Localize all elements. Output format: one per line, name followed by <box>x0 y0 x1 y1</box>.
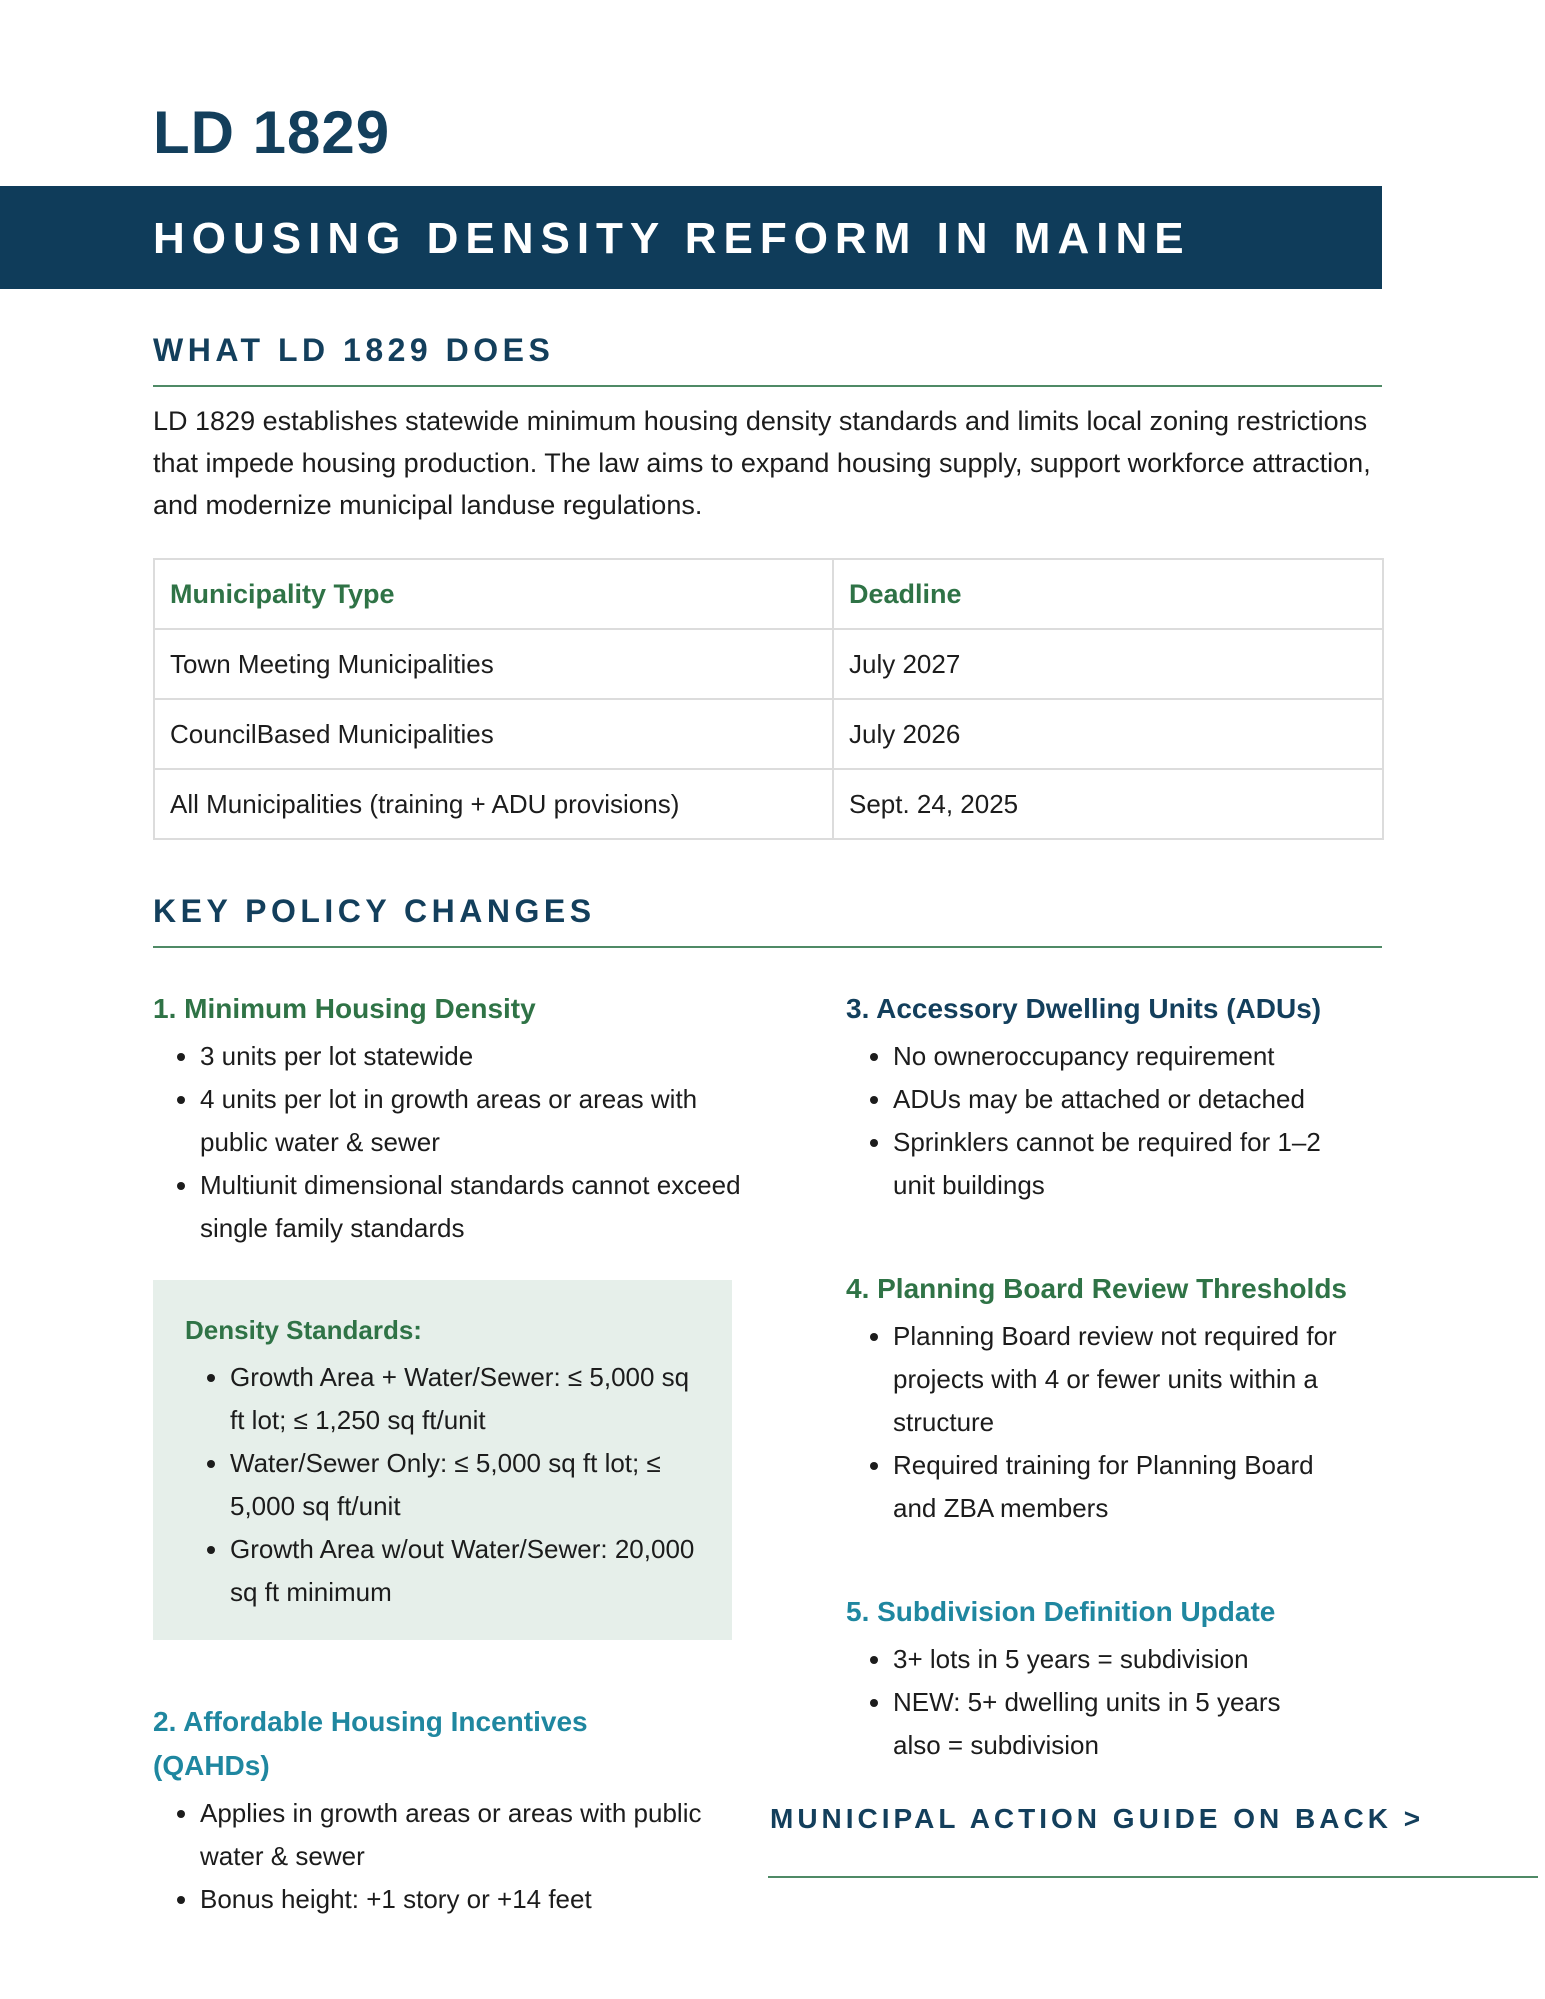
table-cell: All Municipalities (training + ADU provisions) <box>154 769 833 839</box>
list-item: • Applies in growth areas or areas with public water & sewer <box>200 1792 753 1878</box>
table-header-cell: Municipality Type <box>154 559 833 629</box>
table-row <box>154 699 1383 769</box>
table-header-cell: Deadline <box>833 559 1383 629</box>
list-item: • Planning Board review not required for projects with 4 or fewer units within a structure <box>893 1315 1363 1444</box>
section-divider <box>153 385 1382 387</box>
subheading-adus: 3. Accessory Dwelling Units (ADUs) <box>846 993 1322 1024</box>
list-item: • Sprinklers cannot be required for 1–2 unit buildings <box>893 1121 1363 1207</box>
deadline-table <box>153 558 1384 840</box>
list-item: • Growth Area w/out Water/Sewer: 20,000 sq ft minimum <box>230 1528 702 1614</box>
bullet-list <box>846 1315 1363 1530</box>
footer-divider <box>768 1876 1538 1878</box>
list-item: • Bonus height: +1 story or +14 feet <box>200 1878 753 1921</box>
table-row <box>154 769 1383 839</box>
intro-paragraph: LD 1829 establishes statewide minimum housing density standards and limits local zoning restrictions that impede housing production. The law aims to expand housing supply, support workforce attraction, and modernize municipal landuse regulations. <box>153 406 1371 520</box>
table-row <box>154 629 1383 699</box>
list-item: • Water/Sewer Only: ≤ 5,000 sq ft lot; ≤ 5,000 sq ft/unit <box>230 1442 702 1528</box>
bullet-list <box>185 1356 702 1614</box>
document-title: LD 1829 <box>153 99 391 166</box>
list-item: • Growth Area + Water/Sewer: ≤ 5,000 sq ft lot; ≤ 1,250 sq ft/unit <box>230 1356 702 1442</box>
table-cell: CouncilBased Municipalities <box>154 699 833 769</box>
list-item: • 3+ lots in 5 years = subdivision <box>893 1638 1333 1681</box>
list-item: • 3 units per lot statewide <box>200 1035 753 1078</box>
bullet-list <box>153 1792 753 1921</box>
left-column <box>153 987 753 1921</box>
table-header-row <box>154 559 1383 629</box>
bullet-list <box>846 1035 1363 1207</box>
section-heading-key-policy: KEY POLICY CHANGES <box>153 893 596 929</box>
title-banner <box>0 186 1382 289</box>
subheading-affordable: 2. Affordable Housing Incentives (QAHDs) <box>153 1706 588 1781</box>
bullet-list <box>846 1638 1333 1767</box>
subheading-planning: 4. Planning Board Review Thresholds <box>846 1273 1347 1304</box>
list-item: • Required training for Planning Board and ZBA members <box>893 1444 1363 1530</box>
section-divider <box>153 946 1382 948</box>
banner-text: HOUSING DENSITY REFORM IN MAINE <box>153 214 1191 263</box>
callout-title: Density Standards: <box>185 1315 422 1345</box>
subheading-min-density: 1. Minimum Housing Density <box>153 993 536 1024</box>
density-standards-callout <box>153 1280 732 1640</box>
list-item: • Multiunit dimensional standards cannot exceed single family standards <box>200 1164 753 1250</box>
table-cell: Sept. 24, 2025 <box>833 769 1383 839</box>
subheading-subdivision: 5. Subdivision Definition Update <box>846 1596 1276 1627</box>
list-item: • ADUs may be attached or detached <box>893 1078 1363 1121</box>
section-heading-what-it-does: WHAT LD 1829 DOES <box>153 332 555 368</box>
table-cell: Town Meeting Municipalities <box>154 629 833 699</box>
bullet-list <box>153 1035 753 1250</box>
list-item: • NEW: 5+ dwelling units in 5 years also = subdivision <box>893 1681 1333 1767</box>
list-item: • No owneroccupancy requirement <box>893 1035 1363 1078</box>
table-cell: July 2027 <box>833 629 1383 699</box>
table-cell: July 2026 <box>833 699 1383 769</box>
back-page-link[interactable]: MUNICIPAL ACTION GUIDE ON BACK > <box>770 1803 1425 1834</box>
list-item: • 4 units per lot in growth areas or areas with public water & sewer <box>200 1078 753 1164</box>
right-column <box>846 987 1406 1767</box>
